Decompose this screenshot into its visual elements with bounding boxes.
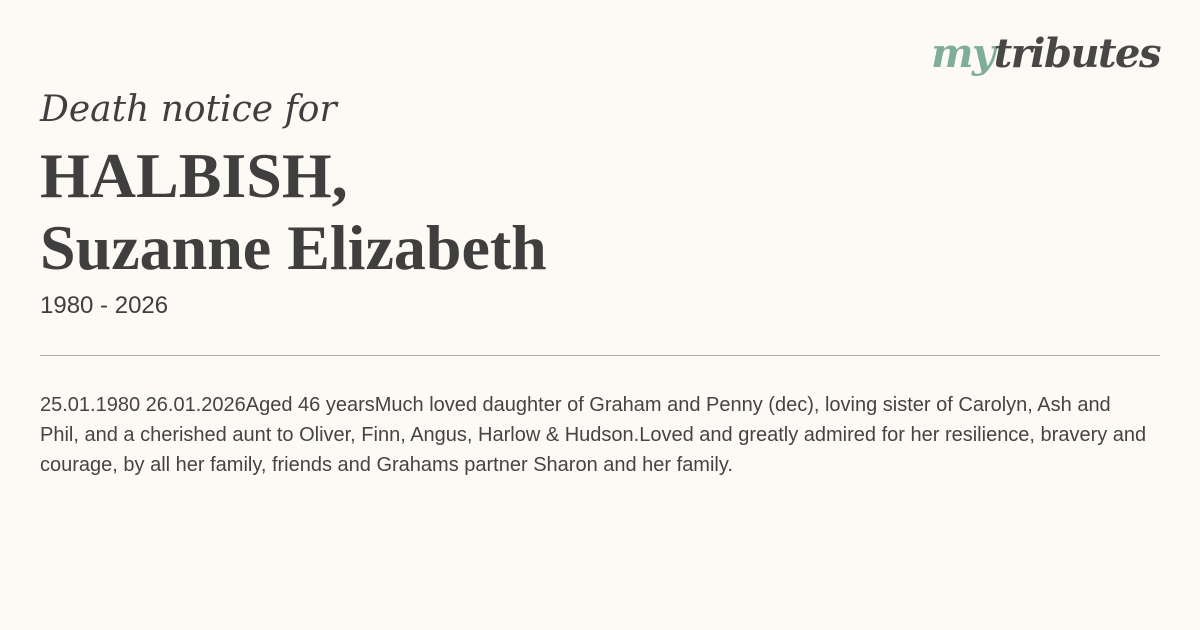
deceased-surname: HALBISH, <box>40 140 348 211</box>
notice-body: 25.01.1980 26.01.2026Aged 46 yearsMuch loved daughter of Graham and Penny (dec), loving sister of Carolyn, Ash and Phil, and a cherished aunt to Oliver, Finn, Angus, Harlow & Hudson.Loved and greatly admired for her resilience, bravery and courage, by all her family, friends and Grahams partner Sharon and her family. <box>40 394 1147 476</box>
life-years: 1980 - 2026 <box>40 292 169 319</box>
section-divider <box>40 355 1160 356</box>
mytributes-logo[interactable] <box>931 30 1160 77</box>
deceased-given-names: Suzanne Elizabeth <box>40 212 547 283</box>
deceased-name <box>40 140 547 284</box>
logo-my-text: my <box>931 30 994 77</box>
logo-tributes-text: tributes <box>993 30 1160 77</box>
notice-kicker: Death notice for <box>40 89 337 130</box>
